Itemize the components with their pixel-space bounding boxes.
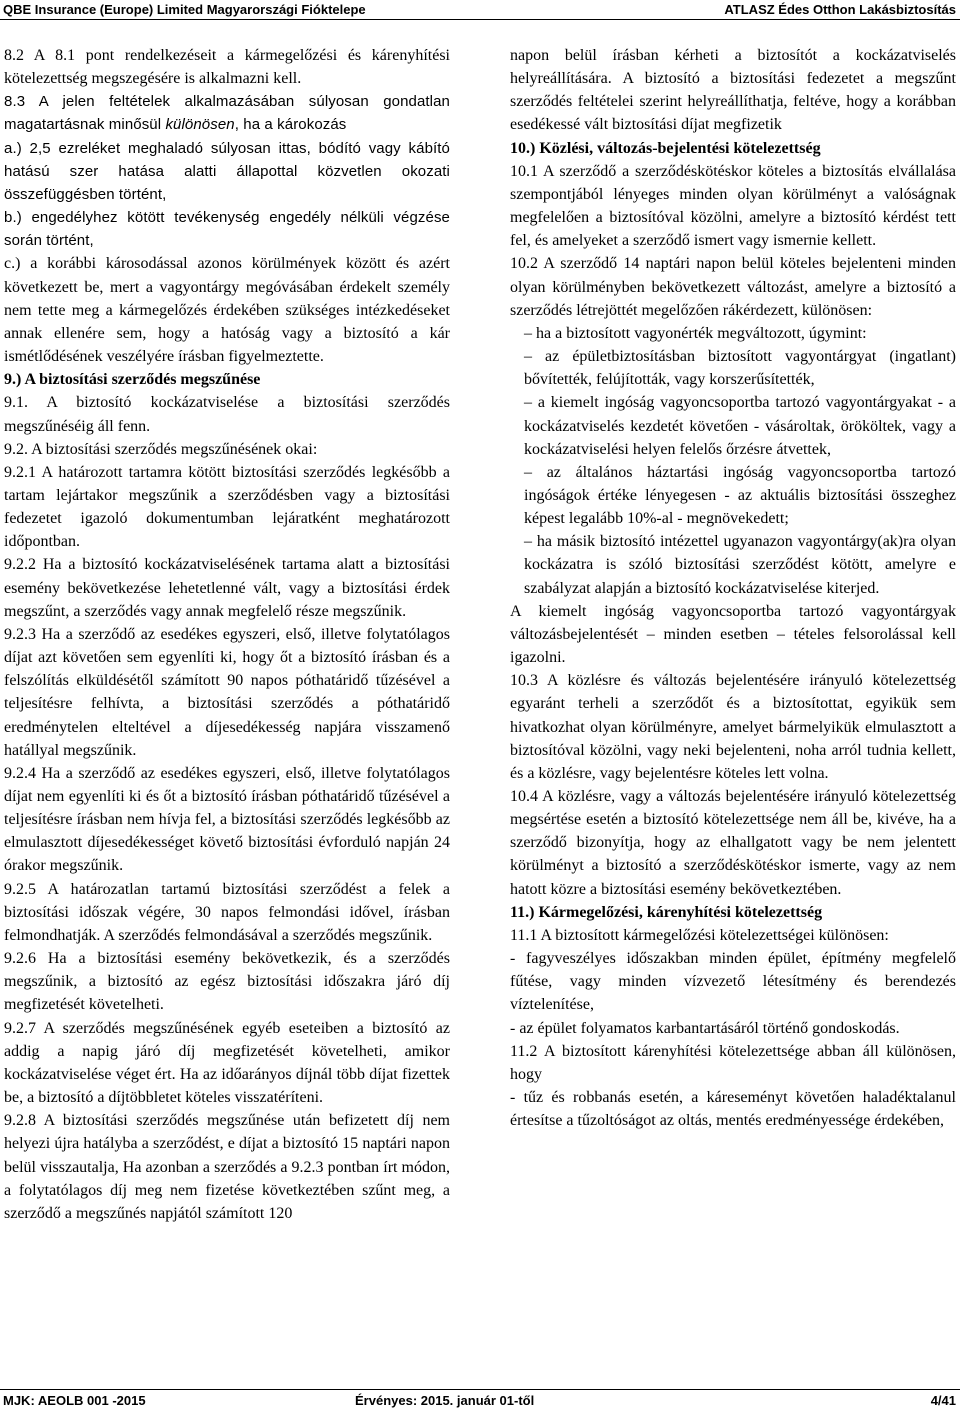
clause-10-2: 10.2 A szerződő 14 naptári napon belül köteles bejelenteni minden olyan körülményben bekövetkezett változást, amelyre a biztosító a szerződés létrejöttét megelőzően rákérdezett, különösen:	[510, 255, 956, 319]
clause-10-3: 10.3 A közlésre és változás bejelentésére irányuló kötelezettség egyaránt terheli a szerződőt és a biztosítottat, egyikük sem hivatkozhat olyan körülményre, amelyet bármelyikük elmulasztott a biztosítóval közölni, vagy neki bejelenteni, noha arról tudnia kellett, és a közlésre, vagy bejelentésre köteles lett volna.	[510, 672, 956, 782]
section-9-heading: 9.) A biztosítási szerződés megszűnése	[4, 371, 261, 389]
clause-10-1: 10.1 A szerződő a szerződéskötéskor köteles a biztosítás elvállalása szempontjából lényeges minden olyan körülményt a valóságnak megfelelően a biztosítóval közölni, amelyre a biztosító kérdést tett fel, és amelyeket a szerződő ismert vagy ismernie kellett.	[510, 162, 956, 250]
page-header	[0, 0, 960, 20]
clause-10-4: 10.4 A közlésre, vagy a változás bejelentésére irányuló kötelezettség megsértése esetén a biztosító kötelezettsége nem áll be, kivéve, ha a szerződő bizonyítja, hogy az elhallgatott vagy be nem jelentett körülményt a biztosító a szerződéskötéskor ismerte, vagy az nem hatott közre a biztosítási esemény bekövetkeztében.	[510, 788, 956, 898]
clause-9-2-4: 9.2.4 Ha a szerződő az esedékes egyszeri, első, illetve folytatólagos díjat nem egyenlíti ki és őt a biztosító írásban póthatáridő tűzésével a teljesítésre írásban nem hívja fel, a biztosítási szerződés legkésőbb az elmulasztott díjesedékességet követő biztosítási évforduló napján 24 órakor megszűnik.	[4, 764, 450, 875]
list-item: - az épület folyamatos karbantartásáról történő gondoskodás.	[510, 1019, 900, 1037]
footer-document-code: MJK: AEOLB 001 -2015	[3, 1393, 146, 1408]
clause-9-2-8: 9.2.8 A biztosítási szerződés megszűnése után befizetett díj nem helyezi újra hatályba a szerződést, e díjat a biztosító 15 naptári napon belül visszautalja, Ha azonban a szerződés a 9.2.3 pontban írt módon, a folytatólagos díj meg nem fizetése következtében szűnt meg, a szerződő a megszűnés napjától számított 120	[4, 1112, 450, 1222]
clause-10-2-note: A kiemelt ingóság vagyoncsoportba tartozó vagyontárgyak változásbejelentését – minden esetben – tételes felsorolással kell igazolni.	[510, 602, 956, 667]
list-item: - fagyveszélyes időszakban minden épület, építmény megfelelő fűtése, vagy minden vízvezető létesítmény és berendezés víztelenítése,	[510, 950, 956, 1014]
right-column	[510, 44, 956, 1132]
clause-8-2: 8.2 A 8.1 pont rendelkezéseit a kármegelőzési és kárenyhítési kötelezettség megszegésére is alkalmazni kell.	[4, 47, 450, 88]
clause-9-2-3: 9.2.3 Ha a szerződő az esedékes egyszeri, első, illetve folytatólagos díjat azt követően sem egyenlíti ki, hogy őt a biztosító írásban és a felszólítás elküldésétől számított 90 napos póthatáridő tűzésével a teljesítésre felhívta, a biztosítási szerződés a póthatáridő eredménytelen elteltével a díjesedékesség napjára visszamenő hatállyal megszűnik.	[4, 625, 450, 759]
clause-9-1: 9.1. A biztosító kockázatviselése a biztosítási szerződés megszűnéséig áll fenn.	[4, 394, 450, 435]
clause-9-2-5: 9.2.5 A határozatlan tartamú biztosítási szerződést a felek a biztosítási időszak végére, 30 napos felmondási idővel, írásban felmondhatják. A szerződés felmondásával a szerződés megszűnik.	[4, 880, 450, 944]
list-item: – ha másik biztosító intézettel ugyanazon vagyontárgy(ak)ra olyan kockázatra is szóló biztosítási szerződést kötött, amelyre e szabályzat alapján a biztosító kockázatviselése kiterjed.	[524, 533, 956, 597]
clause-9-2-2: 9.2.2 Ha a biztosító kockázatviselésének tartama alatt a biztosítási esemény bekövetkezése lehetetlenné vált, vagy a biztosítási érdek megszűnt, a szerződés vagy annak megfelelő része megszűnik.	[4, 556, 450, 620]
list-item: – az épületbiztosításban biztosított vagyontárgyat (ingatlant) bővítették, felújították, vagy korszerűsítették,	[524, 348, 956, 389]
clause-11-1: 11.1 A biztosított kármegelőzési kötelezettségei különösen:	[510, 926, 889, 944]
clause-9-2-1: 9.2.1 A határozott tartamra kötött biztosítási szerződés legkésőbb a tartam lejártakor megszűnik a szerződésben vagy a biztosítási fedezetet igazoló dokumentumban lejáratként meghatározott időpontban.	[4, 463, 450, 551]
list-item: – a kiemelt ingóság vagyoncsoportba tartozó vagyontárgyakat - a kockázatviselés kezdetét követően - vásároltak, örököltek, vagy a kockázatviselési helyen felelős őrzésre átvettek,	[524, 394, 956, 458]
clause-9-2: 9.2. A biztosítási szerződés megszűnésének okai:	[4, 440, 318, 458]
clause-9-2-7: 9.2.7 A szerződés megszűnésének egyéb eseteiben a biztosító az addig a napig járó díj megfizetését követelheti, amikor kockázatviselése véget ért. Ha az időarányos díjnál több díjat fizettek be, a biztosító a díjtöbbletet köteles visszatéríteni.	[4, 1019, 450, 1107]
footer-validity: Érvényes: 2015. január 01-től	[355, 1393, 535, 1408]
list-item: - tűz és robbanás esetén, a káreseményt követően haladéktalanul értesítse a tűzoltóságot az oltás, mentés eredményessége érdekében,	[510, 1089, 956, 1130]
clause-8-3: 8.3 A jelen feltételek alkalmazásában súlyosan gondatlan magatartásnak minősül különösen, ha a károkozás	[4, 93, 450, 134]
list-item: – ha a biztosított vagyonérték megváltozott, úgymint:	[524, 324, 867, 342]
header-product: ATLASZ Édes Otthon Lakásbiztosítás	[724, 2, 956, 17]
left-column	[4, 44, 450, 1225]
clause-8-3-c: c.) a korábbi károsodással azonos körülmények között és azért következett be, mert a vagyontárgy megóvásában érdekelt személy nem tette meg a kármegelőzés érdekében szükséges intézkedéseket annak ellenére sem, hogy a hatóság vagy a biztosító a kár ismétlődésének veszélyére írásban figyelmeztette.	[4, 255, 450, 366]
list-item: – az általános háztartási ingóság vagyoncsoportba tartozó ingóságok értéke lényegesen - az aktuális biztosítási összeghez képest legalább 10%-al - megnövekedett;	[524, 463, 956, 528]
clause-8-3-b: b.) engedélyhez kötött tevékenység engedély nélküli végzése során történt,	[4, 209, 450, 250]
clause-8-3-a: a.) 2,5 ezreléket meghaladó súlyosan ittas, bódító vagy kábító hatású szer hatása alatti állapottal közvetlen okozati összefüggésben történt,	[4, 139, 450, 203]
footer-page-number: 4/41	[930, 1393, 956, 1408]
header-company: QBE Insurance (Europe) Limited Magyarországi Fióktelepe	[3, 2, 366, 17]
section-10-heading: 10.) Közlési, változás-bejelentési kötelezettség	[510, 139, 821, 157]
page-footer	[0, 1389, 960, 1409]
clause-9-2-6: 9.2.6 Ha a biztosítási esemény bekövetkezik, és a szerződés megszűnik, a biztosító az egész biztosítási időszakra járó díj megfizetését követelheti.	[4, 950, 450, 1014]
clause-9-2-8-continued: napon belül írásban kérheti a biztosítót a kockázatviselés helyreállítására. A biztosító a biztosítási fedezetet a megszűnt szerződés feltételei szerint helyreállíthatja, feltéve, hogy a korábban esedékessé vált biztosítási díjat megfizetik	[510, 47, 956, 134]
section-11-heading: 11.) Kármegelőzési, kárenyhítési kötelezettség	[510, 903, 823, 921]
clause-11-2: 11.2 A biztosított kárenyhítési kötelezettsége abban áll különösen, hogy	[510, 1042, 956, 1083]
